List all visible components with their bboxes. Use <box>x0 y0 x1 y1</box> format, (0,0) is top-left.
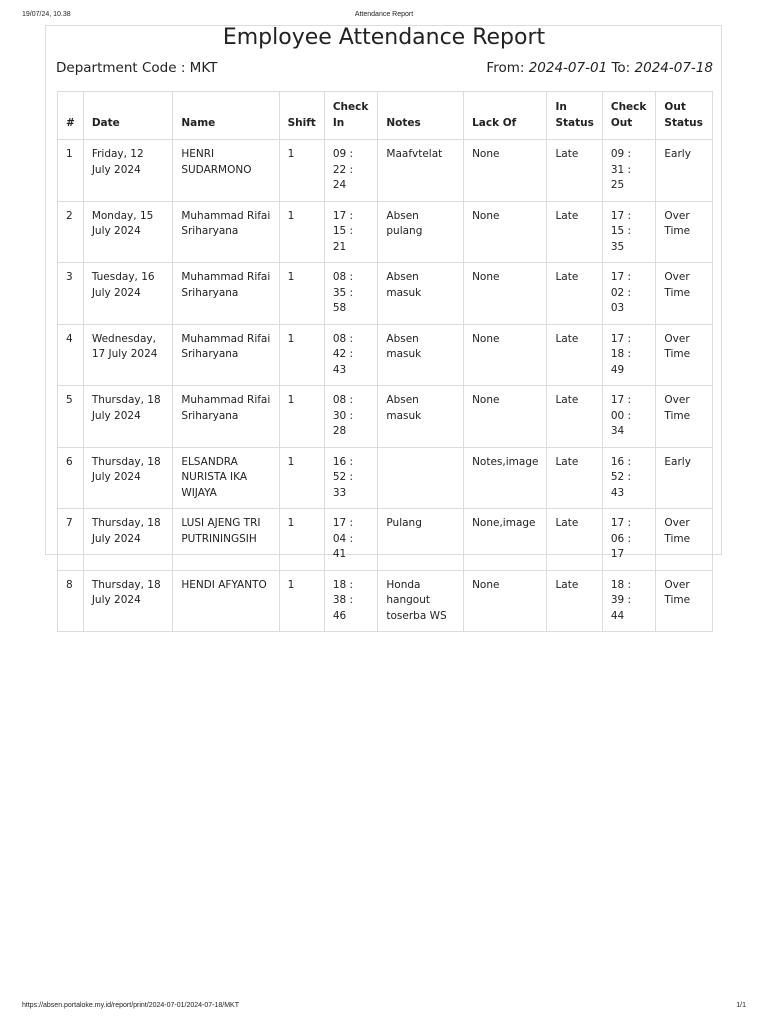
cell-number: 7 <box>58 509 84 571</box>
cell-check-out: 17 : 18 : 49 <box>602 324 656 386</box>
cell-in-status: Late <box>547 140 602 202</box>
cell-shift: 1 <box>279 386 324 448</box>
cell-notes: Pulang <box>378 509 464 571</box>
cell-out-status: Over Time <box>656 324 713 386</box>
cell-check-in: 17 : 15 : 21 <box>324 201 378 263</box>
cell-check-out: 17 : 00 : 34 <box>602 386 656 448</box>
table-row <box>58 201 713 263</box>
cell-name: LUSI AJENG TRI PUTRININGSIH <box>173 509 279 571</box>
to-label: To: <box>611 60 631 76</box>
cell-out-status: Over Time <box>656 263 713 325</box>
cell-check-out: 17 : 06 : 17 <box>602 509 656 571</box>
cell-lack-of: None <box>464 386 547 448</box>
cell-lack-of: None <box>464 570 547 632</box>
cell-out-status: Over Time <box>656 570 713 632</box>
cell-shift: 1 <box>279 570 324 632</box>
cell-name: Muhammad Rifai Sriharyana <box>173 263 279 325</box>
report-title: Employee Attendance Report <box>222 25 546 50</box>
cell-number: 4 <box>58 324 84 386</box>
cell-out-status: Over Time <box>656 201 713 263</box>
to-date: 2024-07-18 <box>634 60 713 76</box>
table-row <box>58 324 713 386</box>
print-header <box>0 11 768 23</box>
cell-check-out: 18 : 39 : 44 <box>602 570 656 632</box>
cell-shift: 1 <box>279 447 324 509</box>
cell-shift: 1 <box>279 263 324 325</box>
cell-shift: 1 <box>279 324 324 386</box>
header-check-out: Check Out <box>602 92 656 140</box>
cell-notes: Absen masuk <box>378 386 464 448</box>
header-lack-of: Lack Of <box>464 92 547 140</box>
cell-date: Thursday, 18 July 2024 <box>83 447 173 509</box>
cell-number: 2 <box>58 201 84 263</box>
header-shift: Shift <box>279 92 324 140</box>
cell-in-status: Late <box>547 509 602 571</box>
cell-notes: Absen masuk <box>378 324 464 386</box>
print-date: 19/07/24, 10.38 <box>22 11 71 18</box>
cell-notes: Maafvtelat <box>378 140 464 202</box>
cell-in-status: Late <box>547 324 602 386</box>
header-name: Name <box>173 92 279 140</box>
attendance-table <box>57 91 713 632</box>
date-range <box>486 60 713 76</box>
print-title: Attendance Report <box>354 11 414 18</box>
cell-out-status: Over Time <box>656 509 713 571</box>
cell-notes: Absen masuk <box>378 263 464 325</box>
cell-check-out: 16 : 52 : 43 <box>602 447 656 509</box>
cell-lack-of: None <box>464 201 547 263</box>
cell-check-in: 16 : 52 : 33 <box>324 447 378 509</box>
page-number: 1/1 <box>736 1002 746 1009</box>
header-check-in: Check In <box>324 92 378 140</box>
cell-date: Tuesday, 16 July 2024 <box>83 263 173 325</box>
table-row <box>58 509 713 571</box>
cell-name: ELSANDRA NURISTA IKA WIJAYA <box>173 447 279 509</box>
cell-shift: 1 <box>279 201 324 263</box>
cell-lack-of: None,image <box>464 509 547 571</box>
from-label: From: <box>486 60 525 76</box>
cell-lack-of: None <box>464 324 547 386</box>
table-row <box>58 140 713 202</box>
cell-number: 6 <box>58 447 84 509</box>
cell-check-in: 17 : 04 : 41 <box>324 509 378 571</box>
cell-lack-of: None <box>464 140 547 202</box>
cell-in-status: Late <box>547 570 602 632</box>
header-out-status: Out Status <box>656 92 713 140</box>
cell-notes: Honda hangout toserba WS <box>378 570 464 632</box>
table-header-row <box>58 92 713 140</box>
cell-in-status: Late <box>547 263 602 325</box>
cell-check-in: 08 : 42 : 43 <box>324 324 378 386</box>
cell-shift: 1 <box>279 140 324 202</box>
header-date: Date <box>83 92 173 140</box>
header-number: # <box>58 92 84 140</box>
cell-check-out: 17 : 15 : 35 <box>602 201 656 263</box>
cell-number: 3 <box>58 263 84 325</box>
cell-check-out: 09 : 31 : 25 <box>602 140 656 202</box>
cell-in-status: Late <box>547 201 602 263</box>
cell-in-status: Late <box>547 447 602 509</box>
cell-lack-of: Notes,image <box>464 447 547 509</box>
cell-check-in: 08 : 35 : 58 <box>324 263 378 325</box>
cell-name: Muhammad Rifai Sriharyana <box>173 386 279 448</box>
cell-check-out: 17 : 02 : 03 <box>602 263 656 325</box>
department-code: Department Code : MKT <box>56 60 218 76</box>
cell-name: HENRI SUDARMONO <box>173 140 279 202</box>
cell-date: Thursday, 18 July 2024 <box>83 386 173 448</box>
cell-name: Muhammad Rifai Sriharyana <box>173 324 279 386</box>
cell-notes <box>378 447 464 509</box>
cell-number: 5 <box>58 386 84 448</box>
print-footer <box>0 1002 768 1014</box>
cell-date: Friday, 12 July 2024 <box>83 140 173 202</box>
table-row <box>58 386 713 448</box>
cell-check-in: 08 : 30 : 28 <box>324 386 378 448</box>
header-notes: Notes <box>378 92 464 140</box>
cell-name: HENDI AFYANTO <box>173 570 279 632</box>
table-row <box>58 447 713 509</box>
table-row <box>58 570 713 632</box>
cell-date: Thursday, 18 July 2024 <box>83 509 173 571</box>
cell-check-in: 09 : 22 : 24 <box>324 140 378 202</box>
cell-out-status: Over Time <box>656 386 713 448</box>
table-row <box>58 263 713 325</box>
cell-lack-of: None <box>464 263 547 325</box>
cell-date: Thursday, 18 July 2024 <box>83 570 173 632</box>
cell-date: Wednesday, 17 July 2024 <box>83 324 173 386</box>
cell-shift: 1 <box>279 509 324 571</box>
cell-out-status: Early <box>656 140 713 202</box>
header-in-status: In Status <box>547 92 602 140</box>
cell-check-in: 18 : 38 : 46 <box>324 570 378 632</box>
from-date: 2024-07-01 <box>528 60 608 76</box>
page-url: https://absen.portaloke.my.id/report/print/2024-07-01/2024-07-18/MKT <box>22 1002 239 1009</box>
cell-number: 1 <box>58 140 84 202</box>
cell-notes: Absen pulang <box>378 201 464 263</box>
cell-number: 8 <box>58 570 84 632</box>
cell-name: Muhammad Rifai Sriharyana <box>173 201 279 263</box>
cell-out-status: Early <box>656 447 713 509</box>
cell-date: Monday, 15 July 2024 <box>83 201 173 263</box>
cell-in-status: Late <box>547 386 602 448</box>
